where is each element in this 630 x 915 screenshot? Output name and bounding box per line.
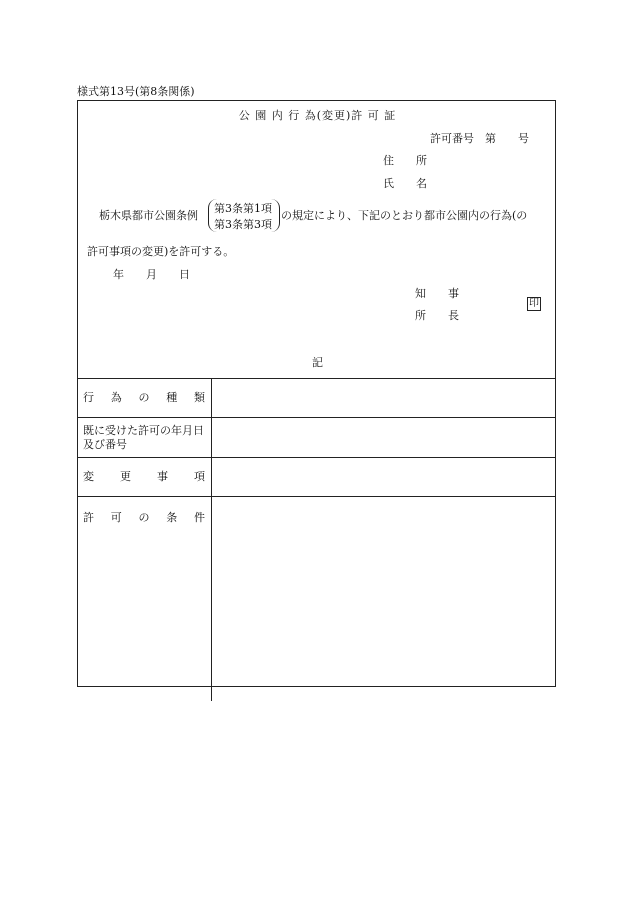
certificate-title: 公 園 内 行 為(変更)許 可 証 [238, 109, 397, 122]
governor-title: 知 事 [415, 287, 459, 300]
row-label [77, 497, 212, 702]
office-head-title: 所 長 [415, 309, 459, 322]
row-value [212, 418, 557, 458]
name-label: 氏 名 [383, 177, 427, 190]
row-label [77, 379, 212, 418]
table-row [77, 379, 556, 418]
clause-option-1: 第3条第1項 [214, 202, 272, 215]
change-items-label: 変更事項 [83, 470, 205, 483]
details-table [77, 378, 556, 701]
table-row [77, 418, 556, 458]
clause-option-2: 第3条第3項 [214, 218, 272, 231]
act-type-label: 行為の種類 [83, 391, 205, 404]
permit-number-label: 許可番号 第 号 [430, 132, 529, 145]
table-row [77, 458, 556, 497]
row-value [212, 458, 557, 497]
seal-mark: 印 [529, 298, 539, 309]
date-line: 年 月 日 [113, 268, 190, 281]
row-value [212, 379, 557, 418]
ordinance-name: 栃木県都市公園条例 [99, 209, 198, 222]
ki-heading: 記 [312, 356, 323, 369]
row-label [77, 418, 212, 458]
certificate-frame [77, 100, 556, 687]
body-text-line-2: 許可事項の変更)を許可する。 [87, 245, 235, 258]
form-number-label: 様式第13号(第8条関係) [77, 85, 195, 98]
table-row [77, 497, 556, 702]
row-label [77, 458, 212, 497]
permit-conditions-label: 許可の条件 [83, 511, 205, 524]
address-label: 住 所 [383, 154, 427, 167]
body-text-line-1: の規定により、下記のとおり都市公園内の行為(の [281, 209, 528, 222]
previous-permit-label: 既に受けた許可の年月日及び番号 [83, 423, 204, 451]
row-value [212, 497, 557, 702]
